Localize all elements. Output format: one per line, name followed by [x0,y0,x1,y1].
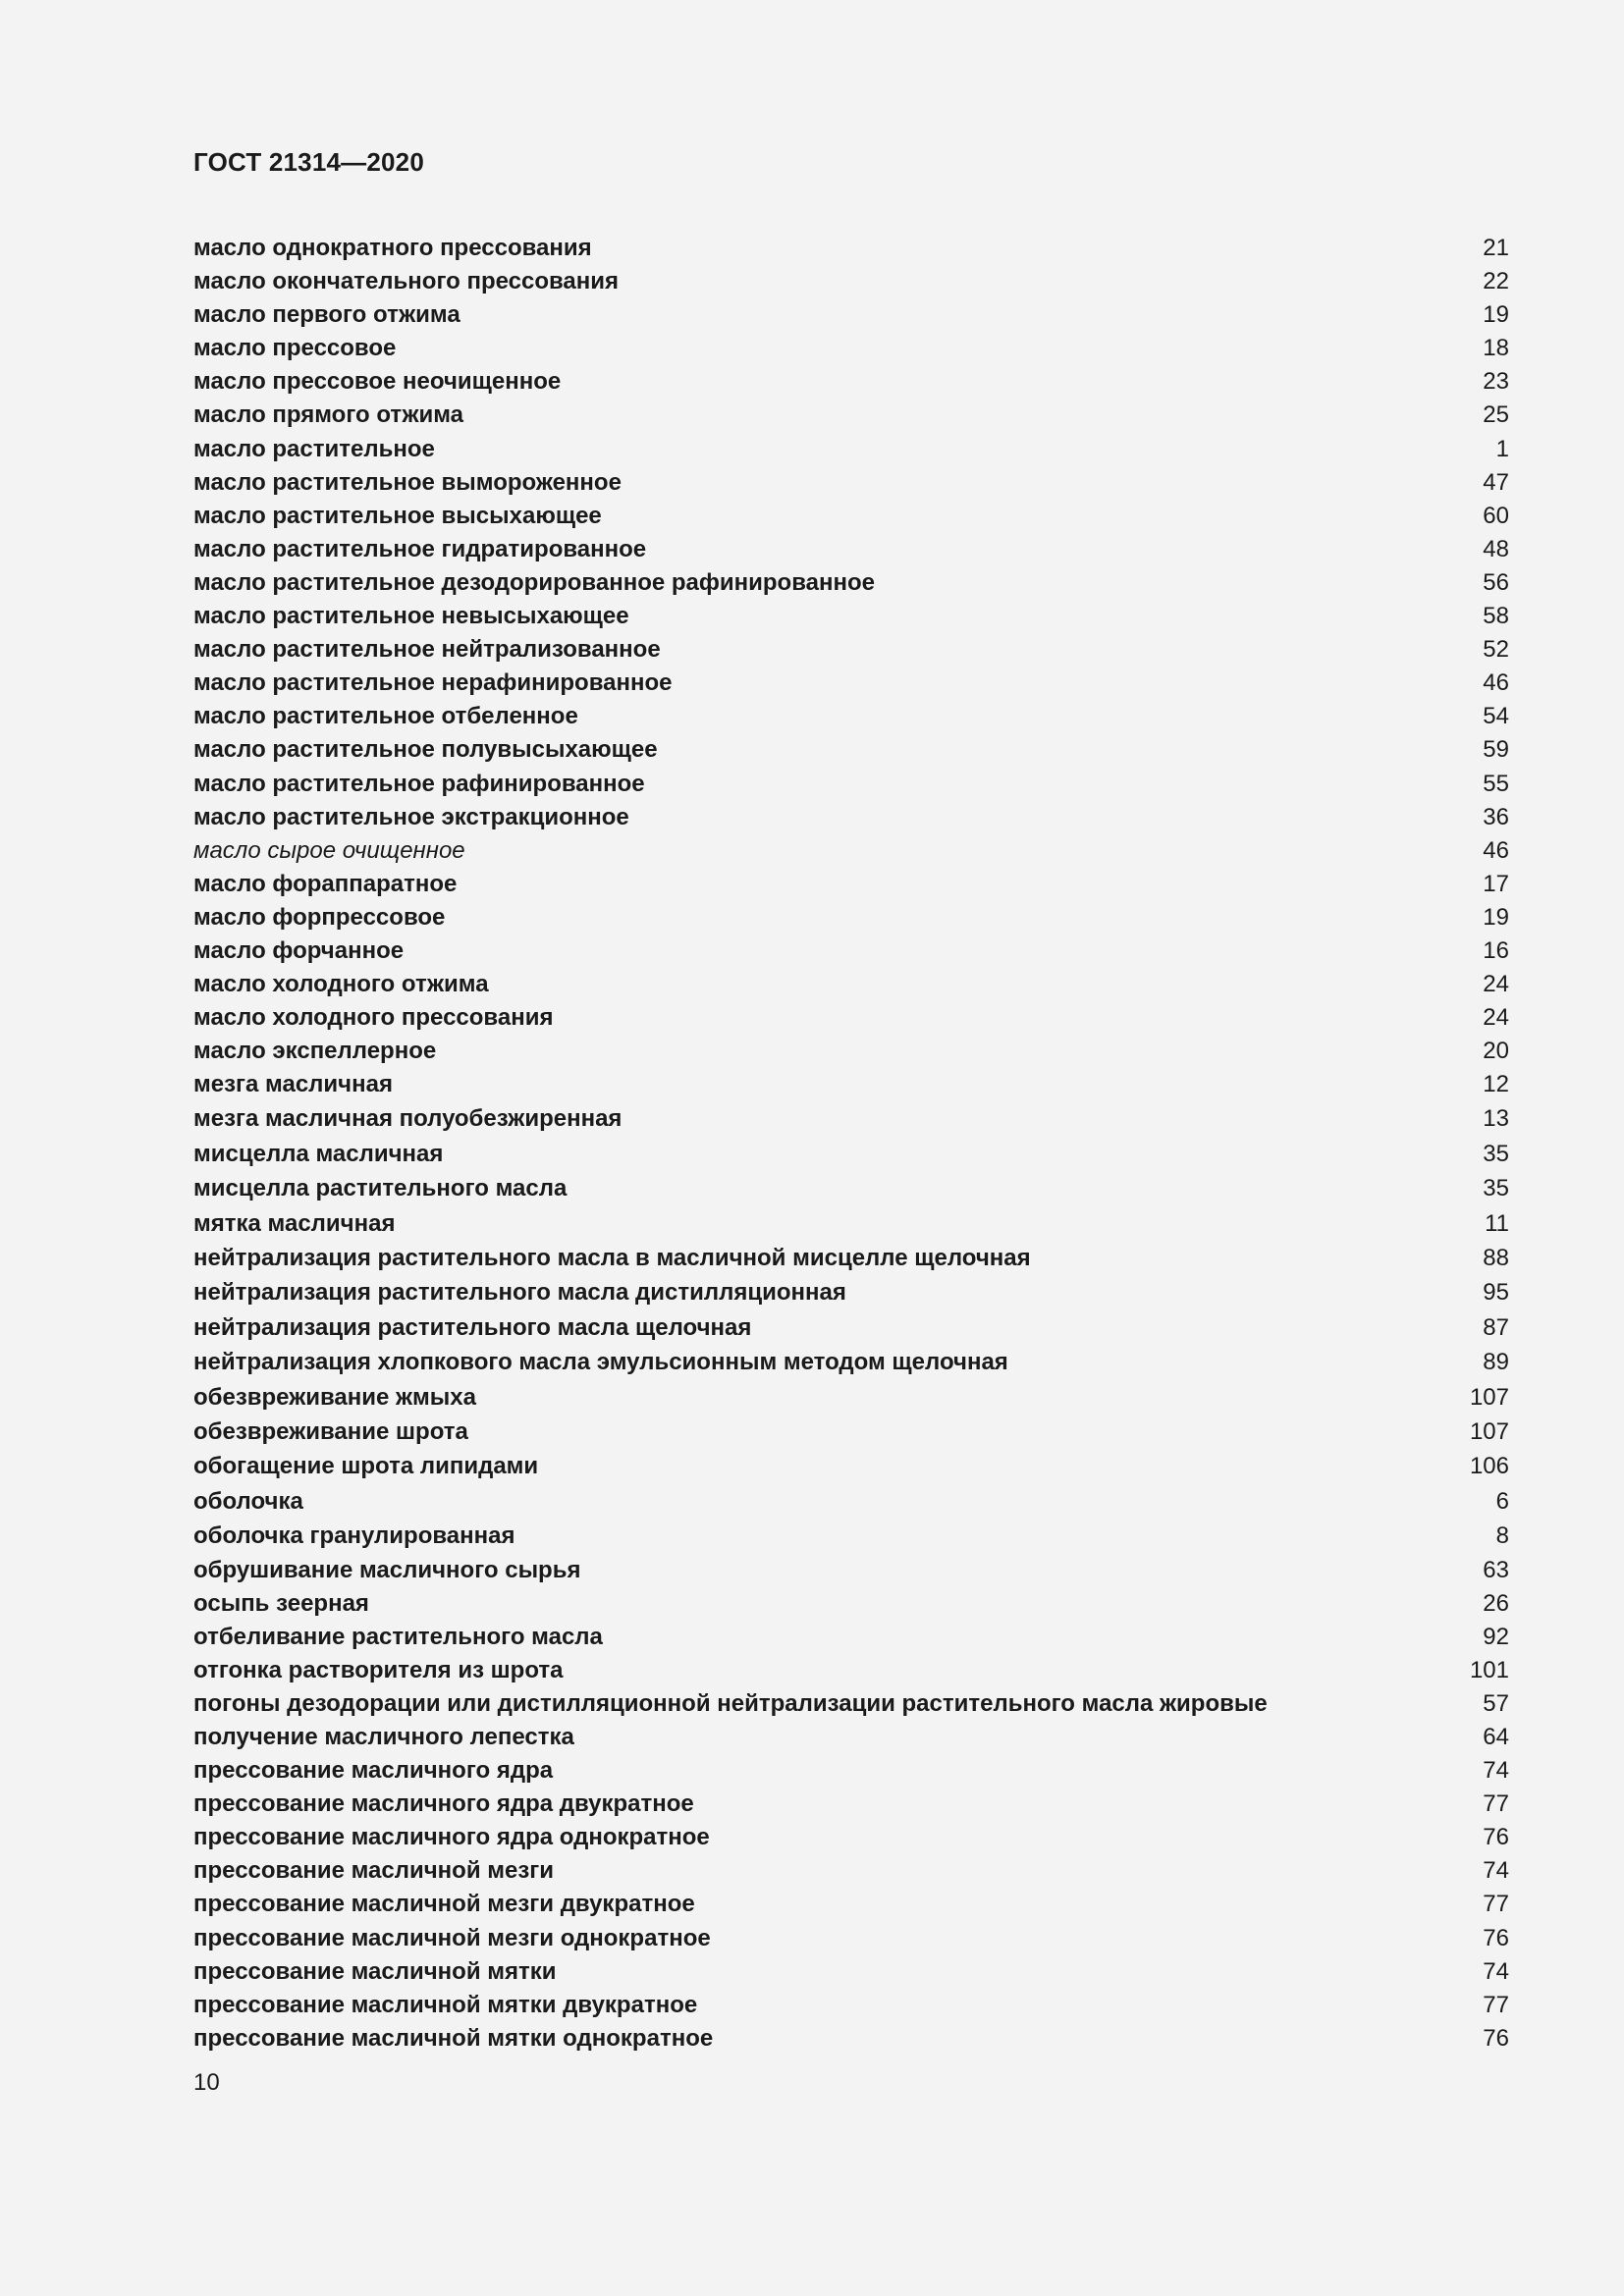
index-entry [193,1101,1509,1136]
index-entry [193,1654,1509,1687]
index-entry [193,1821,1509,1854]
index-entry [193,868,1509,901]
index-page-ref: 59 [1483,736,1509,764]
index-page-ref: 88 [1483,1245,1509,1271]
index-term: масло растительное отбеленное [193,703,578,730]
index-entry [193,1721,1509,1754]
index-term: прессование масличного ядра однократное [193,1824,710,1851]
index-entry [193,667,1509,700]
page-number: 10 [193,2069,220,2096]
index-entry [193,1888,1509,1921]
index-entry [193,298,1509,332]
index-page-ref: 18 [1483,335,1509,362]
index-page-ref: 63 [1483,1556,1509,1583]
index-entry [193,399,1509,432]
index-term: масло форпрессовое [193,903,446,931]
index-term: нейтрализация растительного масла в масличной мисцелле щелочная [193,1245,1031,1271]
index-entry [193,901,1509,934]
index-term: мезга масличная полуобезжиренная [193,1105,623,1133]
index-entry [193,2022,1509,2056]
index-term: масло сырое очищенное [193,836,465,864]
index-entry [193,533,1509,566]
index-term: мисцелла растительного масла [193,1175,568,1202]
index-page-ref: 12 [1483,1071,1509,1098]
index-page-ref: 13 [1483,1105,1509,1133]
index-term: масло растительное рафинированное [193,770,645,797]
index-entry [193,968,1509,1001]
index-page-ref: 24 [1483,1004,1509,1032]
index-page-ref: 76 [1483,2024,1509,2052]
index-entry [193,1206,1509,1241]
index-page-ref: 77 [1483,1991,1509,2018]
index-term: погоны дезодорации или дистилляционной нейтрализации растительного масла жировые [193,1689,1268,1717]
index-entry [193,1554,1509,1587]
index-entry [193,1449,1509,1483]
index-page-ref: 46 [1483,836,1509,864]
index-page-ref: 107 [1469,1417,1509,1445]
index-page-ref: 26 [1483,1589,1509,1617]
index-entry [193,1484,1509,1519]
index-page-ref: 106 [1469,1453,1509,1480]
index-page-ref: 23 [1483,368,1509,396]
index-term: прессование масличного ядра двукратное [193,1790,694,1818]
index-entry [193,1241,1509,1275]
index-term: прессование масличной мезги [193,1857,555,1885]
index-entry [193,1754,1509,1788]
index-entry [193,1035,1509,1068]
index-entry [193,768,1509,801]
index-page-ref: 35 [1483,1140,1509,1167]
index-entry [193,1989,1509,2022]
index-page-ref: 47 [1483,468,1509,496]
index-term: масло экспеллерное [193,1038,437,1065]
index-page-ref: 64 [1483,1723,1509,1750]
index-page-ref: 60 [1483,502,1509,529]
index-term: прессование масличной мятки однократное [193,2024,714,2052]
index-entry [193,566,1509,600]
index-term: масло первого отжима [193,301,460,329]
index-entry [193,1275,1509,1309]
index-entry [193,433,1509,466]
index-term: получение масличного лепестка [193,1723,574,1750]
index-term: обрушивание масличного сырья [193,1556,581,1583]
index-term: масло растительное невысыхающее [193,603,629,630]
index-entry [193,934,1509,968]
index-term: обезвреживание шрота [193,1417,468,1445]
index-page-ref: 6 [1495,1487,1509,1515]
index-page-ref: 48 [1483,535,1509,562]
index-entry [193,232,1509,265]
index-entry [193,801,1509,834]
index-page-ref: 77 [1483,1891,1509,1918]
index-term: прессование масличной мятки двукратное [193,1991,698,2018]
index-page-ref: 58 [1483,603,1509,630]
index-term: обезвреживание жмыха [193,1383,476,1411]
index-page-ref: 20 [1483,1038,1509,1065]
index-entry [193,1001,1509,1035]
index-entry [193,733,1509,767]
index-entry [193,500,1509,533]
index-page-ref: 55 [1483,770,1509,797]
index-entry [193,365,1509,399]
index-page-ref: 22 [1483,268,1509,295]
index-term: масло растительное вымороженное [193,468,622,496]
index-term: отгонка растворителя из шрота [193,1656,564,1683]
index-term: оболочка гранулированная [193,1522,515,1550]
index-page-ref: 19 [1483,903,1509,931]
index-page-ref: 46 [1483,669,1509,697]
index-entry [193,1519,1509,1553]
index-term: масло однократного прессования [193,235,592,261]
index-term: нейтрализация растительного масла дистилляционная [193,1279,846,1307]
index-entry [193,1587,1509,1621]
index-page-ref: 101 [1469,1656,1509,1683]
index-entry [193,1380,1509,1415]
index-term: масло растительное гидратированное [193,535,647,562]
index-term: мезга масличная [193,1071,393,1098]
index-term: масло прямого отжима [193,401,464,429]
index-term: мисцелла масличная [193,1140,444,1167]
index-page-ref: 74 [1483,1957,1509,1985]
index-term: масло растительное высыхающее [193,502,602,529]
index-page-ref: 11 [1485,1209,1509,1237]
index-entry [193,1687,1509,1721]
index-term: масло окончательного прессования [193,268,620,295]
index-page-ref: 25 [1483,401,1509,429]
index-page-ref: 1 [1495,435,1509,462]
index-page-ref: 76 [1483,1824,1509,1851]
index-term: прессование масличной мезги двукратное [193,1891,695,1918]
index-page-ref: 76 [1483,1924,1509,1951]
index-entry [193,1310,1509,1345]
index-page-ref: 52 [1483,636,1509,664]
index-entry [193,466,1509,500]
index-page-ref: 95 [1483,1279,1509,1307]
index-entry [193,834,1509,868]
index-entry [193,700,1509,733]
index-term: осыпь зеерная [193,1589,369,1617]
index-page-ref: 16 [1483,936,1509,964]
index-entry [193,332,1509,365]
document-header: ГОСТ 21314—2020 [193,147,424,177]
index-entry [193,1621,1509,1654]
index-entry [193,600,1509,633]
index-term: обогащение шрота липидами [193,1453,539,1480]
index-page-ref: 57 [1483,1689,1509,1717]
index-term: масло прессовое [193,335,397,362]
index-page-ref: 35 [1483,1175,1509,1202]
index-page-ref: 19 [1483,301,1509,329]
index-page-ref: 74 [1483,1757,1509,1785]
index-entry [193,265,1509,298]
index-page-ref: 87 [1483,1313,1509,1341]
index-term: мятка масличная [193,1209,396,1237]
index-page-ref: 54 [1483,703,1509,730]
index-entry [193,1955,1509,1989]
index-term: масло фораппаратное [193,870,458,897]
index-entry [193,1922,1509,1955]
index-page-ref: 24 [1483,971,1509,998]
index-term: нейтрализация хлопкового масла эмульсионным методом щелочная [193,1349,1008,1376]
index-page-ref: 36 [1483,803,1509,830]
index-entry [193,1788,1509,1821]
index-entry [193,1068,1509,1101]
index-page-ref: 17 [1483,870,1509,897]
index-term: прессование масличной мезги однократное [193,1924,711,1951]
index-entry [193,1171,1509,1205]
index-term: масло растительное [193,435,435,462]
alphabetical-index [193,232,1509,2056]
index-page-ref: 92 [1483,1623,1509,1650]
index-page-ref: 89 [1483,1349,1509,1376]
index-entry [193,1415,1509,1449]
index-term: масло прессовое неочищенное [193,368,562,396]
index-page-ref: 74 [1483,1857,1509,1885]
index-term: масло растительное экстракционное [193,803,629,830]
index-page-ref: 56 [1483,568,1509,596]
index-term: масло растительное дезодорированное рафинированное [193,568,875,596]
index-term: прессование масличного ядра [193,1757,554,1785]
index-page-ref: 107 [1469,1383,1509,1411]
index-term: масло форчанное [193,936,405,964]
index-page-ref: 21 [1483,235,1509,261]
index-term: масло холодного прессования [193,1004,554,1032]
index-term: оболочка [193,1487,303,1515]
index-entry [193,1137,1509,1171]
index-term: прессование масличной мятки [193,1957,557,1985]
index-entry [193,1345,1509,1379]
index-entry [193,1854,1509,1888]
index-entry [193,633,1509,667]
index-term: масло холодного отжима [193,971,489,998]
index-term: нейтрализация растительного масла щелочная [193,1313,752,1341]
index-term: масло растительное нерафинированное [193,669,673,697]
index-term: отбеливание растительного масла [193,1623,603,1650]
index-page-ref: 77 [1483,1790,1509,1818]
index-term: масло растительное нейтрализованное [193,636,661,664]
index-term: масло растительное полувысыхающее [193,736,658,764]
index-page-ref: 8 [1495,1522,1509,1550]
